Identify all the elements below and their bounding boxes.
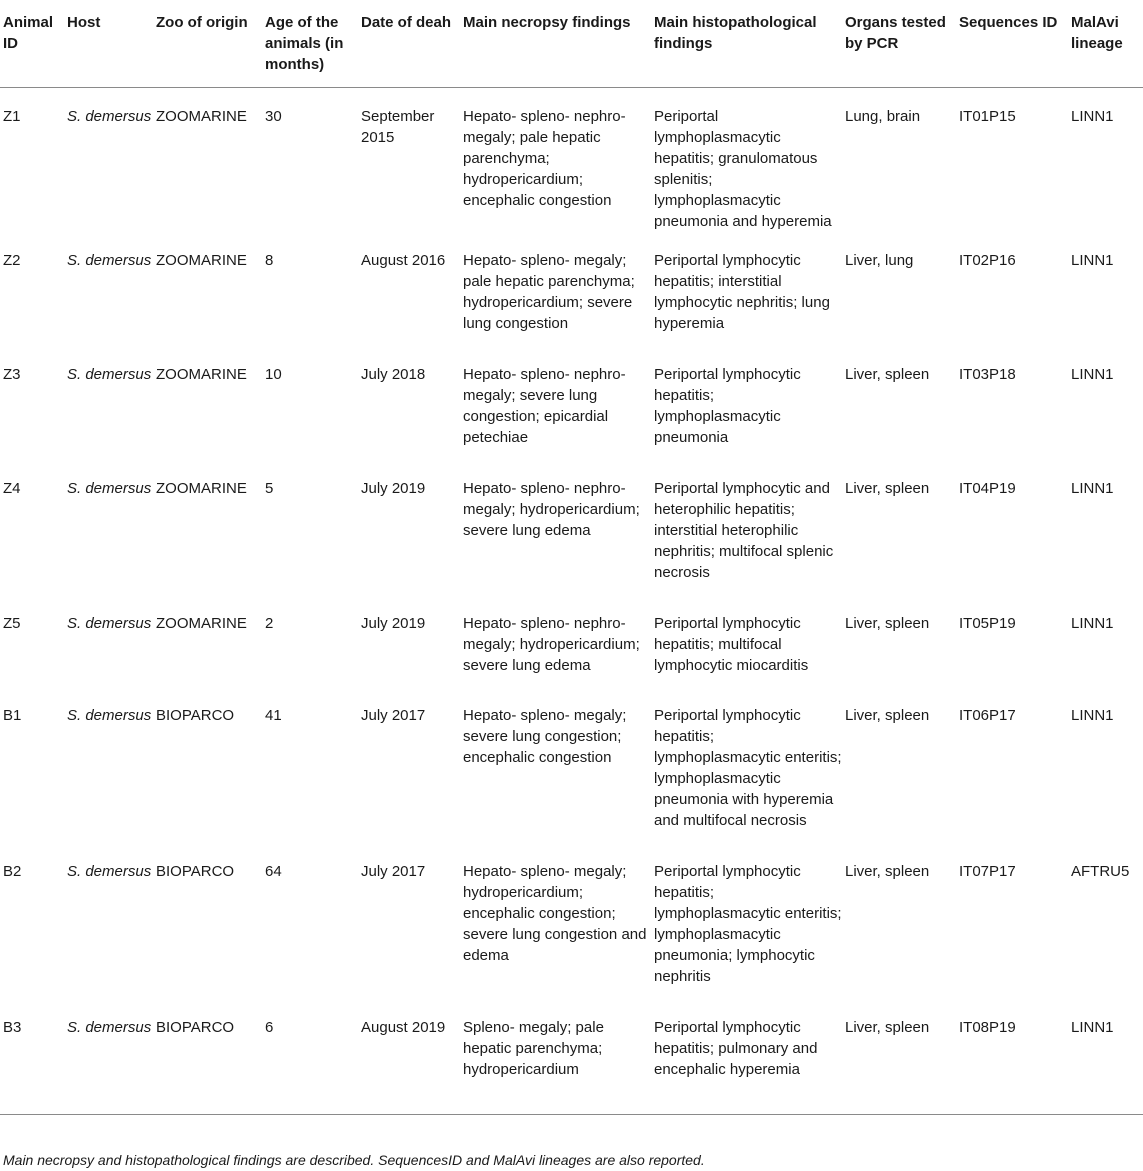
cell-sequence-id: IT07P17	[959, 863, 1016, 880]
cell-zoo: ZOOMARINE	[156, 366, 247, 383]
cell-host: S. demersus	[67, 108, 152, 125]
cell-organs: Liver, lung	[845, 252, 914, 269]
cell-lineage: LINN1	[1071, 615, 1114, 632]
cell-animal-id: Z4	[3, 480, 21, 497]
cell-animal-id: Z1	[3, 108, 21, 125]
cell-date: July 2017	[361, 863, 426, 880]
cell-necropsy: Hepato- spleno- megaly; hydropericardium; encephalic congestion; severe lung congestion and edema	[463, 863, 647, 964]
cell-animal-id: Z5	[3, 615, 21, 632]
cell-sequence-id: IT05P19	[959, 615, 1016, 632]
cell-necropsy: Spleno- megaly; pale hepatic parenchyma; hydropericardium	[463, 1019, 604, 1078]
cell-organs: Liver, spleen	[845, 615, 930, 632]
cell-sequence-id: IT02P16	[959, 252, 1016, 269]
header-histopathological-findings: Main histopathological findings	[654, 14, 817, 52]
table-row	[0, 687, 1143, 843]
cell-sequence-id: IT08P19	[959, 1019, 1016, 1036]
cell-date: September 2015	[361, 108, 435, 146]
cell-lineage: LINN1	[1071, 1019, 1114, 1036]
cell-date: July 2019	[361, 615, 426, 632]
cell-age: 6	[265, 1019, 274, 1036]
cell-age: 5	[265, 480, 274, 497]
cell-necropsy: Hepato- spleno- megaly; pale hepatic parenchyma; hydropericardium; severe lung congestion	[463, 252, 635, 332]
cell-date: August 2016	[361, 252, 446, 269]
cell-host: S. demersus	[67, 863, 152, 880]
header-zoo-of-origin: Zoo of origin	[156, 14, 248, 31]
header-animal-id: Animal ID	[3, 14, 54, 52]
table-footnote: Main necropsy and histopathological findings are described. SequencesID and MalAvi lineages are also reported.	[3, 1152, 705, 1168]
table-row	[0, 346, 1143, 460]
cell-age: 64	[265, 863, 282, 880]
header-age: Age of the animals (in months)	[265, 14, 344, 73]
cell-lineage: LINN1	[1071, 108, 1114, 125]
cell-animal-id: Z2	[3, 252, 21, 269]
cell-necropsy: Hepato- spleno- megaly; severe lung congestion; encephalic congestion	[463, 707, 627, 766]
cell-lineage: AFTRU5	[1071, 863, 1130, 880]
cell-histopathology: Periportal lymphoplasmacytic hepatitis; granulomatous splenitis; lymphoplasmacytic pneumonia and hyperemia	[654, 108, 832, 230]
cell-histopathology: Periportal lymphocytic hepatitis; lymphoplasmacytic enteritis; lymphoplasmacytic pneumonia with hyperemia and multifocal necrosis	[654, 707, 842, 829]
cell-age: 2	[265, 615, 274, 632]
cell-host: S. demersus	[67, 366, 152, 383]
cell-necropsy: Hepato- spleno- nephro-megaly; pale hepatic parenchyma; hydropericardium; encephalic congestion	[463, 108, 626, 209]
cell-sequence-id: IT01P15	[959, 108, 1016, 125]
table-body	[0, 88, 1143, 1115]
cell-zoo: ZOOMARINE	[156, 252, 247, 269]
table-row	[0, 460, 1143, 595]
cell-date: July 2019	[361, 480, 426, 497]
cell-date: July 2018	[361, 366, 426, 383]
header-host: Host	[67, 14, 101, 31]
cell-necropsy: Hepato- spleno- nephro-megaly; hydropericardium; severe lung edema	[463, 615, 640, 674]
table-row	[0, 999, 1143, 1115]
cell-sequence-id: IT03P18	[959, 366, 1016, 383]
cell-animal-id: B2	[3, 863, 22, 880]
header-row	[0, 0, 1143, 88]
cell-lineage: LINN1	[1071, 252, 1114, 269]
cell-necropsy: Hepato- spleno- nephro-megaly; severe lung congestion; epicardial petechiae	[463, 366, 626, 446]
cell-organs: Liver, spleen	[845, 1019, 930, 1036]
cell-histopathology: Periportal lymphocytic and heterophilic hepatitis; interstitial heterophilic nephritis; multifocal splenic necrosis	[654, 480, 834, 581]
cell-zoo: ZOOMARINE	[156, 615, 247, 632]
header-organs-tested: Organs tested by PCR	[845, 14, 946, 52]
cell-organs: Liver, spleen	[845, 863, 930, 880]
cell-zoo: ZOOMARINE	[156, 480, 247, 497]
cell-animal-id: Z3	[3, 366, 21, 383]
cell-date: August 2019	[361, 1019, 446, 1036]
table-row	[0, 843, 1143, 999]
cell-organs: Lung, brain	[845, 108, 921, 125]
cell-organs: Liver, spleen	[845, 366, 930, 383]
table-row	[0, 88, 1143, 233]
table-header	[0, 0, 1143, 88]
cell-lineage: LINN1	[1071, 366, 1114, 383]
cell-zoo: BIOPARCO	[156, 1019, 235, 1036]
header-necropsy-findings: Main necropsy findings	[463, 14, 631, 31]
cell-zoo: ZOOMARINE	[156, 108, 247, 125]
table-row	[0, 232, 1143, 346]
cell-necropsy: Hepato- spleno- nephro-megaly; hydropericardium; severe lung edema	[463, 480, 640, 539]
cell-histopathology: Periportal lymphocytic hepatitis; lymphoplasmacytic enteritis; lymphoplasmacytic pneumonia; lymphocytic nephritis	[654, 863, 842, 985]
cell-histopathology: Periportal lymphocytic hepatitis; pulmonary and encephalic hyperemia	[654, 1019, 818, 1078]
cell-age: 8	[265, 252, 274, 269]
cell-sequence-id: IT04P19	[959, 480, 1016, 497]
cell-histopathology: Periportal lymphocytic hepatitis; multifocal lymphocytic miocarditis	[654, 615, 809, 674]
cell-host: S. demersus	[67, 707, 152, 724]
cell-date: July 2017	[361, 707, 426, 724]
cell-animal-id: B3	[3, 1019, 22, 1036]
cell-age: 10	[265, 366, 282, 383]
cell-sequence-id: IT06P17	[959, 707, 1016, 724]
cell-host: S. demersus	[67, 1019, 152, 1036]
cell-animal-id: B1	[3, 707, 22, 724]
cell-organs: Liver, spleen	[845, 480, 930, 497]
cell-zoo: BIOPARCO	[156, 863, 235, 880]
header-malavi-lineage: MalAvi lineage	[1071, 14, 1123, 52]
header-sequences-id: Sequences ID	[959, 14, 1058, 31]
cell-host: S. demersus	[67, 252, 152, 269]
cell-zoo: BIOPARCO	[156, 707, 235, 724]
table-row	[0, 595, 1143, 687]
cell-host: S. demersus	[67, 480, 152, 497]
cell-age: 41	[265, 707, 282, 724]
cell-histopathology: Periportal lymphocytic hepatitis; lymphoplasmacytic pneumonia	[654, 366, 801, 446]
cell-host: S. demersus	[67, 615, 152, 632]
cell-histopathology: Periportal lymphocytic hepatitis; interstitial lymphocytic nephritis; lung hyperemia	[654, 252, 830, 332]
cell-age: 30	[265, 108, 282, 125]
cell-lineage: LINN1	[1071, 707, 1114, 724]
cell-lineage: LINN1	[1071, 480, 1114, 497]
cell-organs: Liver, spleen	[845, 707, 930, 724]
header-date-of-death: Date of deah	[361, 14, 452, 31]
